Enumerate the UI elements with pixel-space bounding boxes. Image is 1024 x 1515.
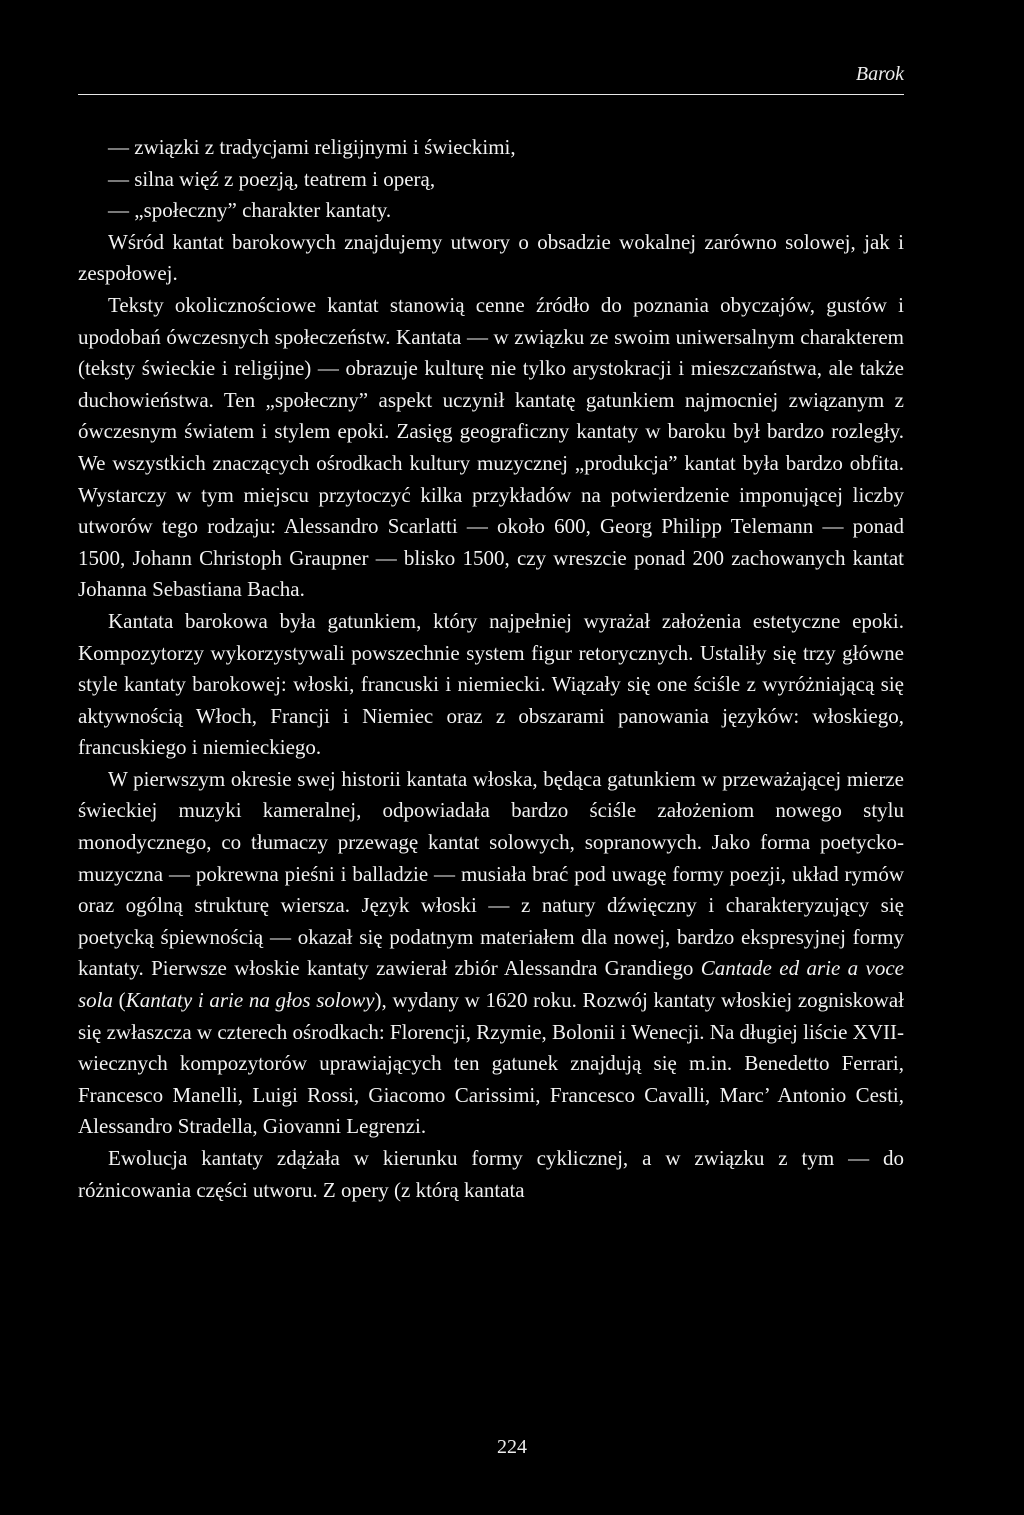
paragraph: Wśród kantat barokowych znajdujemy utwory o obsadzie wokalnej zarówno solowej, jak i zespołowej. xyxy=(78,229,904,286)
paragraph-italian-cantata xyxy=(78,764,904,1143)
paren-close: ), xyxy=(374,988,387,1013)
list-item: — silna więź z poezją, teatrem i operą, xyxy=(108,166,436,191)
paren-open: ( xyxy=(113,988,126,1013)
header-rule xyxy=(78,94,904,95)
running-head: Barok xyxy=(855,63,904,85)
list-item: — związki z tradycjami religijnymi i świeckimi, xyxy=(108,135,516,159)
body-text xyxy=(78,132,904,1206)
paragraph: Teksty okolicznościowe kantat stanowią cenne źródło do poznania obyczajów, gustów i upodobań ówczesnych społeczeństw. Kantata — w związku ze swoim uniwersalnym charakterem (teksty świeckie i religijne) — obrazuje kulturę nie tylko arystokracji i mieszczaństwa, ale także duchowieństwa. Ten „społeczny” aspekt uczynił kantatę gatunkiem najmocniej związanym z ówczesnym światem i stylem epoki. Zasięg geograficzny kantaty w baroku był bardzo rozległy. We wszystkich znaczących ośrodkach kultury muzycznej „produkcja” kantat była bardzo obfita. Wystarczy w tym miejscu przytoczyć kilka przykładów na potwierdzenie imponującej liczby utworów tego rodzaju: Alessandro Scarlatti — około 600, Georg Philipp Telemann — ponad 1500, Johann Christoph Graupner — blisko 1500, czy wreszcie ponad 200 zachowanych kantat Johanna Sebastiana Bacha. xyxy=(78,292,904,602)
paragraph: Kantata barokowa była gatunkiem, który najpełniej wyrażał założenia estetyczne epoki. Kompozytorzy wykorzystywali powszechnie system figur retorycznych. Ustaliły się trzy główne style kantaty barokowej: włoski, francuski i niemiecki. Wiązały się one ściśle z wyróżniającą się aktywnością Włoch, Francji i Niemiec oraz z obszarami panowania języków: włoskiego, francuskiego i niemieckiego. xyxy=(78,608,904,760)
list-item: — „społeczny” charakter kantaty. xyxy=(108,198,392,223)
page-number: 224 xyxy=(497,1436,527,1458)
paragraph-text: wydany w 1620 roku. Rozwój kantaty włoskiej zogniskował się zwłaszcza w czterech ośrodkach: Florencji, Rzymie, Bolonii i Wenecji. Na długiej liście XVII-wiecznych kompozytorów uprawiających ten gatunek znajdują się m.in. Benedetto Ferrari, Francesco Manelli, Luigi Rossi, Giacomo Carissimi, Francesco Cavalli, Marc’ Antonio Cesti, Alessandro Stradella, Giovanni Legrenzi. xyxy=(78,988,905,1139)
paragraph-text: W pierwszym okresie swej historii kantata włoska, będąca gatunkiem w przeważającej mierze świeckiej muzyki kameralnej, odpowiadała bardzo ściśle założeniom nowego stylu monodycznego, co tłumaczy przewagę kantat solowych, sopranowych. Jako forma poetycko-muzyczna — pokrewna pieśni i balladzie — musiała brać pod uwagę formy poezji, układ rymów oraz ogólną strukturę wiersza. Język włoski — z natury dźwięczny i charakteryzujący się poetycką śpiewnością — okazał się podatnym materiałem dla nowej, bardzo ekspresyjnej formy kantaty. Pierwsze włoskie kantaty zawierał zbiór Alessandra Grandiego xyxy=(78,766,904,981)
work-title: Cantade ed arie a voce sola xyxy=(78,956,905,1013)
paragraph: Ewolucja kantaty zdążała w kierunku formy cyklicznej, a w związku z tym — do różnicowania części utworu. Z opery (z którą kantata xyxy=(78,1146,904,1202)
work-title-translation: Kantaty i arie na głos solowy xyxy=(125,988,375,1013)
